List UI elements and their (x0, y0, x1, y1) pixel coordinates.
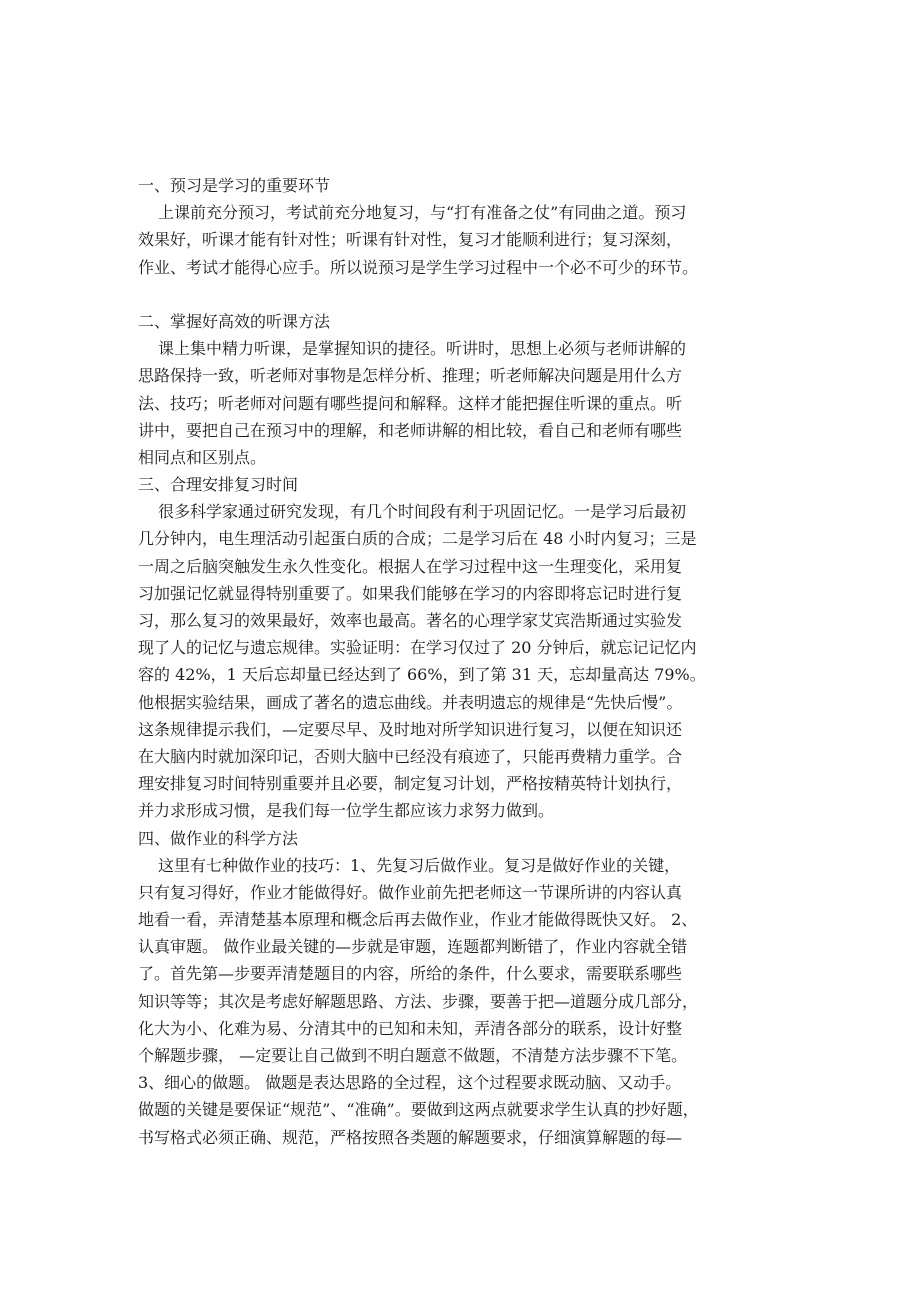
paragraph-line: 并力求形成习惯，是我们每一位学生都应该力求努力做到。 (138, 801, 555, 821)
paragraph-line: 理安排复习时间特别重要并且必要，制定复习计划，严格按精英特计划执行， (138, 774, 683, 794)
paragraph-line: 了。首先第—步要弄清楚题目的内容，所给的条件，什么要求，需要联系哪些 (138, 964, 683, 984)
blank-line (138, 281, 838, 308)
paragraph-line: 化大为小、化难为易、分清其中的已知和未知，弄清各部分的联系，设计好整 (138, 1018, 683, 1038)
paragraph-line: 习加强记忆就显得特别重要了。如果我们能够在学习的内容即将忘记时进行复 (138, 583, 683, 603)
paragraph-line: 这里有七种做作业的技巧：1、先复习后做作业。复习是做好作业的关键， (158, 855, 681, 875)
paragraph-line: 效果好，听课才能有针对性；听课有针对性，复习才能顺利进行；复习深刻， (138, 230, 683, 250)
paragraph-line: 只有复习得好，作业才能做得好。做作业前先把老师这一节课所讲的内容认真 (138, 882, 683, 902)
paragraph-line: 几分钟内，电生理活动引起蛋白质的合成；二是学习后在 48 小时内复习；三是 (138, 529, 697, 549)
document-body (138, 172, 838, 1151)
paragraph-line: 相同点和区别点。 (138, 447, 267, 467)
paragraph-line: 认真审题。 做作业最关键的—步就是审题，连题都判断错了，作业内容就全错 (138, 937, 688, 957)
paragraph-line: 个解题步骤， —定要让自己做到不明白题意不做题，不清楚方法步骤不下笔。 (138, 1046, 688, 1065)
paragraph-line: 讲中，要把自己在预习中的理解，和老师讲解的相比较，看自己和老师有哪些 (138, 420, 683, 440)
paragraph-line: 法、技巧；听老师对问题有哪些提问和解释。这样才能把握住听课的重点。听 (138, 393, 683, 413)
paragraph-line: 书写格式必须正确、规范，严格按照各类题的解题要求，仔细演算解题的每— (138, 1127, 683, 1147)
section-heading: 二、掌握好高效的听课方法 (138, 311, 331, 331)
paragraph-line: 地看一看，弄清楚基本原理和概念后再去做作业，作业才能做得既快又好。 2、 (138, 910, 698, 930)
paragraph-line: 思路保持一致，听老师对事物是怎样分析、推理；听老师解决问题是用什么方 (138, 366, 683, 386)
paragraph-line: 课上集中精力听课，是掌握知识的捷径。听讲时，思想上必须与老师讲解的 (158, 339, 687, 359)
paragraph-line: 习，那么复习的效果最好，效率也最高。著名的心理学家艾宾浩斯通过实验发 (138, 611, 683, 630)
paragraph-line: 作业、考试才能得心应手。所以说预习是学生学习过程中一个必不可少的环节。 (138, 257, 699, 277)
paragraph-line: 很多科学家通过研究发现，有几个时间段有利于巩固记忆。一是学习后最初 (158, 502, 687, 522)
paragraph-line: 在大脑内时就加深印记，否则大脑中已经没有痕迹了，只能再费精力重学。合 (138, 746, 683, 766)
paragraph-line: 他根据实验结果，画成了著名的遗忘曲线。并表明遗忘的规律是“先快后慢”。 (138, 692, 683, 712)
paragraph-line: 一周之后脑突触发生永久性变化。根据人在学习过程中这一生理变化，采用复 (138, 556, 683, 576)
section-heading: 一、预习是学习的重要环节 (138, 176, 331, 195)
paragraph-line: 3、细心的做题。 做题是表达思路的全过程，这个过程要求既动脑、又动手。 (138, 1073, 682, 1093)
paragraph-line: 知识等等；其次是考虑好解题思路、方法、步骤，要善于把—道题分成几部分， (138, 991, 699, 1011)
paragraph-line: 容的 42%，1 天后忘却量已经达到了 66%，到了第 31 天，忘却量高达 79%。 (138, 665, 706, 685)
paragraph-line: 上课前充分预习，考试前充分地复习，与“打有准备之仗”有同曲之道。预习 (158, 203, 687, 223)
paragraph-line: 这条规律提示我们，—定要尽早、及时地对所学知识进行复习，以便在知识还 (138, 719, 683, 739)
section-heading: 三、合理安排复习时间 (138, 475, 299, 495)
paragraph-line: 现了人的记忆与遗忘规律。实验证明：在学习仅过了 20 分钟后，就忘记记忆内 (138, 638, 697, 658)
section-heading: 四、做作业的科学方法 (138, 828, 299, 848)
paragraph-line: 做题的关键是要保证“规范”、“准确”。要做到这两点就要求学生认真的抄好题， (138, 1100, 699, 1120)
